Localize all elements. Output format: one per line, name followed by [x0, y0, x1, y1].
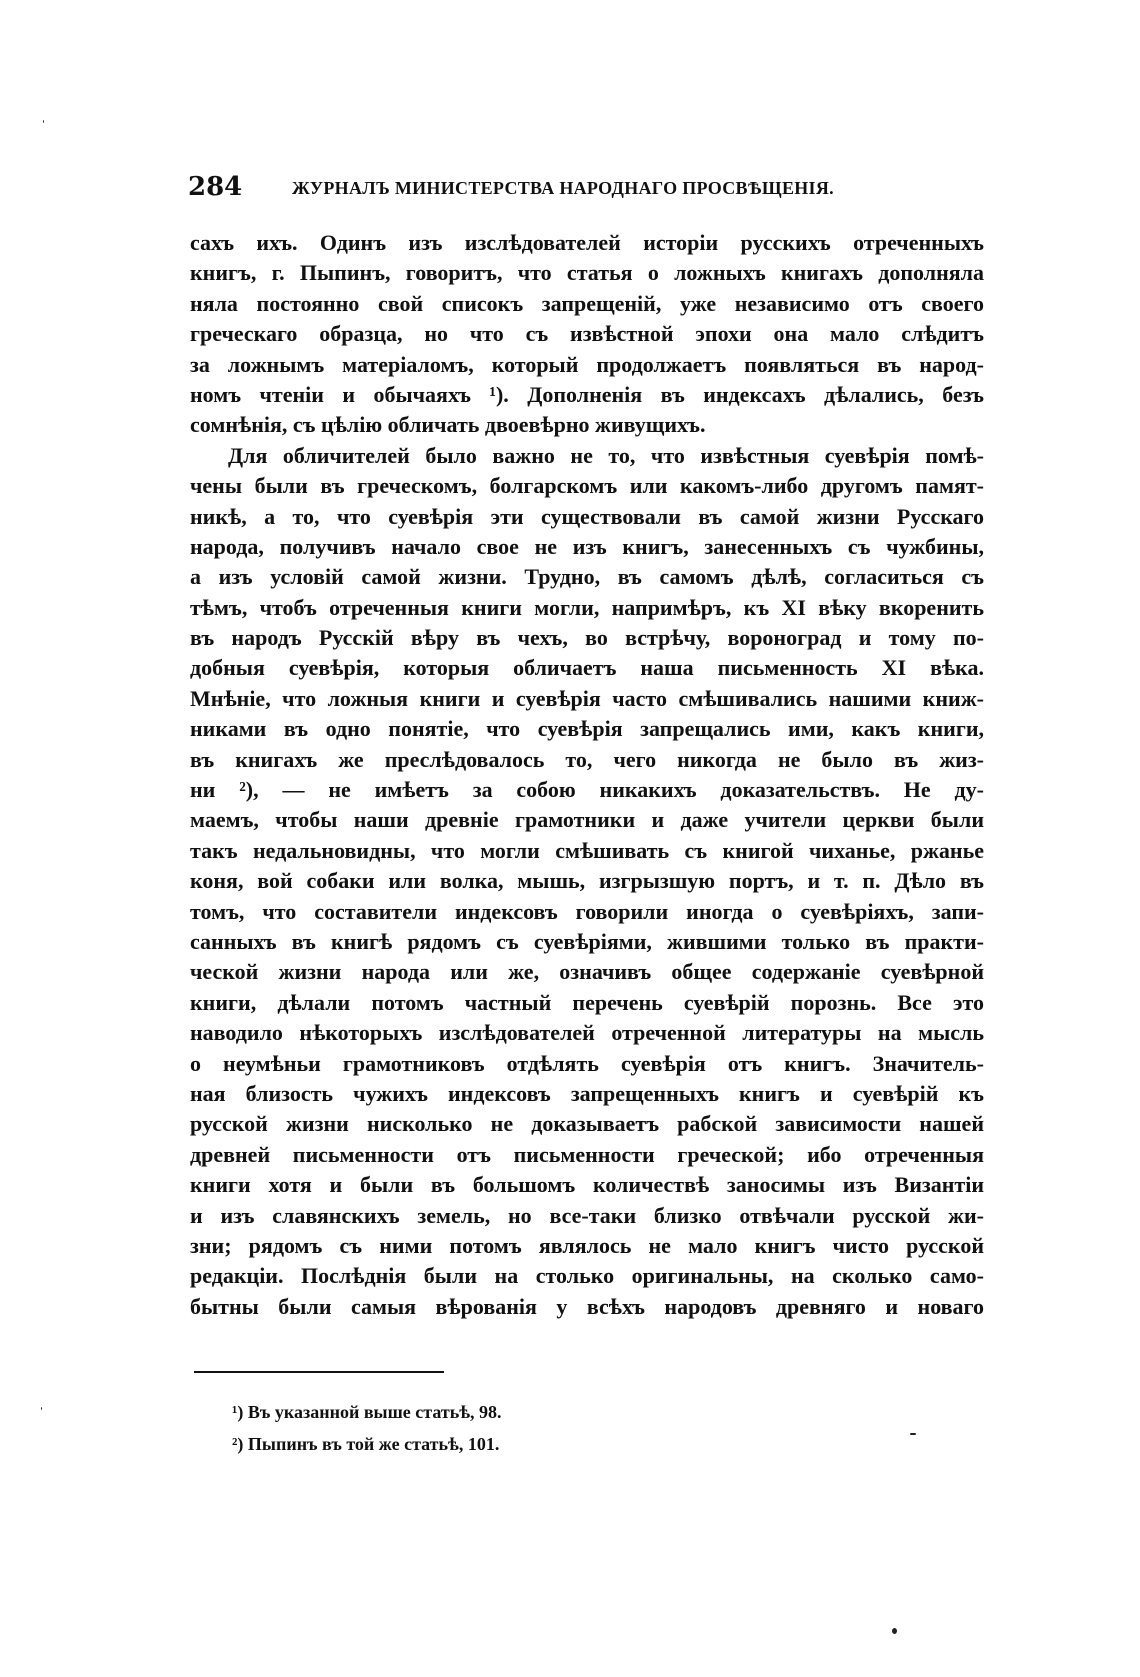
text-line: древней письменности отъ письменности греческой; ибо отреченныя: [190, 1141, 984, 1167]
text-line: за ложнымъ матеріаломъ, который продолжаетъ появляться въ народ-: [190, 351, 984, 377]
text-line: Мнѣніе, что ложныя книги и суевѣрія часто смѣшивались нашими книж-: [190, 685, 984, 711]
text-line: въ народъ Русскій вѣру въ чехъ, во встрѣчу, вороноград и тому по-: [190, 625, 984, 651]
footnote-divider: [194, 1371, 444, 1373]
footnote-2: ²) Пыпинъ въ той же статьѣ, 101.: [232, 1434, 500, 1454]
text-line: редакціи. Послѣднія были на столько оригинальны, на сколько само-: [190, 1263, 984, 1289]
paragraph-start-line: Для обличителей было важно не то, что извѣстныя суевѣрія помѣ-: [228, 442, 984, 468]
text-line: никами въ одно понятіе, что суевѣрія запрещались ими, какъ книги,: [190, 716, 984, 742]
text-line: сахъ ихъ. Одинъ изъ изслѣдователей исторіи русскихъ отреченныхъ: [190, 230, 984, 255]
text-line: номъ чтеніи и обычаяхъ ¹). Дополненія въ индексахъ дѣлались, безъ: [190, 381, 984, 407]
footnotes: [232, 1396, 832, 1460]
text-line: въ книгахъ же преслѣдовалось то, чего никогда не было въ жиз-: [190, 746, 984, 772]
text-line: а изъ условій самой жизни. Трудно, въ самомъ дѣлѣ, согласиться съ: [190, 564, 984, 590]
text-line: чены были въ греческомъ, болгарскомъ или какомъ-либо другомъ памят-: [190, 473, 984, 499]
text-line: книгъ, г. Пыпинъ, говоритъ, что статья о ложныхъ книгахъ дополняла: [190, 260, 984, 286]
text-line: зни; рядомъ съ ними потомъ являлось не мало книгъ чисто русской: [190, 1232, 984, 1258]
text-line: тѣмъ, чтобъ отреченныя книги могли, напримѣръ, къ XI вѣку вкоренить: [190, 594, 984, 620]
footnote-1: ¹) Въ указанной выше статьѣ, 98.: [232, 1402, 502, 1422]
text-line: няла постоянно свой списокъ запрещеній, уже независимо отъ своего: [190, 290, 984, 316]
page-number: 284: [188, 172, 243, 202]
journal-title: ЖУРНАЛЪ МИНИСТЕРСТВА НАРОДНАГО ПРОСВѢЩЕНІЯ.: [292, 178, 834, 198]
text-line: маемъ, чтобы наши древніе грамотники и даже учители церкви были: [190, 807, 984, 833]
text-line: ческой жизни народа или же, означивъ общее содержаніе суевѣрной: [190, 959, 984, 985]
text-line: народа, получивъ начало свое не изъ книгъ, занесенныхъ съ чужбины,: [190, 533, 984, 559]
text-line: сомнѣнія, съ цѣлію обличать двоевѣрно живущихъ.: [190, 412, 706, 438]
text-line: бытны были самыя вѣрованія у всѣхъ народовъ древняго и новаго: [190, 1293, 984, 1319]
text-line: книги хотя и были въ большомъ количествѣ заносимы изъ Византіи: [190, 1172, 984, 1198]
text-line: ни ²), — не имѣетъ за собою никакихъ доказательствъ. Не ду-: [190, 777, 984, 803]
scan-speck: [41, 1407, 42, 1410]
text-line: никѣ, а то, что суевѣрія эти существовали въ самой жизни Русскаго: [190, 503, 984, 529]
text-line: и изъ славянскихъ земель, но все-таки близко отвѣчали русской жи-: [190, 1202, 984, 1228]
text-line: томъ, что составители индексовъ говорили иногда о суевѣріяхъ, запи-: [190, 898, 984, 924]
body-text: [190, 228, 984, 1322]
text-line: коня, вой собаки или волка, мышь, изгрызшую портъ, и т. п. Дѣло въ: [190, 868, 984, 894]
text-line: такъ недальновидны, что могли смѣшивать съ книгой чиханье, ржанье: [190, 837, 984, 863]
scan-speck: [892, 1628, 897, 1634]
text-line: добныя суевѣрія, которыя обличаетъ наша письменность XI вѣка.: [190, 655, 984, 681]
text-line: о неумѣньи грамотниковъ отдѣлять суевѣрія отъ книгъ. Значитель-: [190, 1050, 984, 1076]
scan-speck: [910, 1433, 916, 1435]
text-line: греческаго образца, но что съ извѣстной эпохи она мало слѣдитъ: [190, 321, 984, 347]
running-head: [188, 172, 988, 202]
text-line: наводило нѣкоторыхъ изслѣдователей отреченной литературы на мысль: [190, 1020, 984, 1046]
scan-speck: [43, 120, 44, 123]
text-line: санныхъ въ книгѣ рядомъ съ суевѣріями, жившими только въ практи-: [190, 928, 984, 954]
text-line: русской жизни нисколько не доказываетъ рабской зависимости нашей: [190, 1111, 984, 1137]
text-line: книги, дѣлали потомъ частный перечень суевѣрій порознь. Все это: [190, 989, 984, 1015]
text-line: ная близость чужихъ индексовъ запрещенныхъ книгъ и суевѣрій къ: [190, 1080, 984, 1106]
